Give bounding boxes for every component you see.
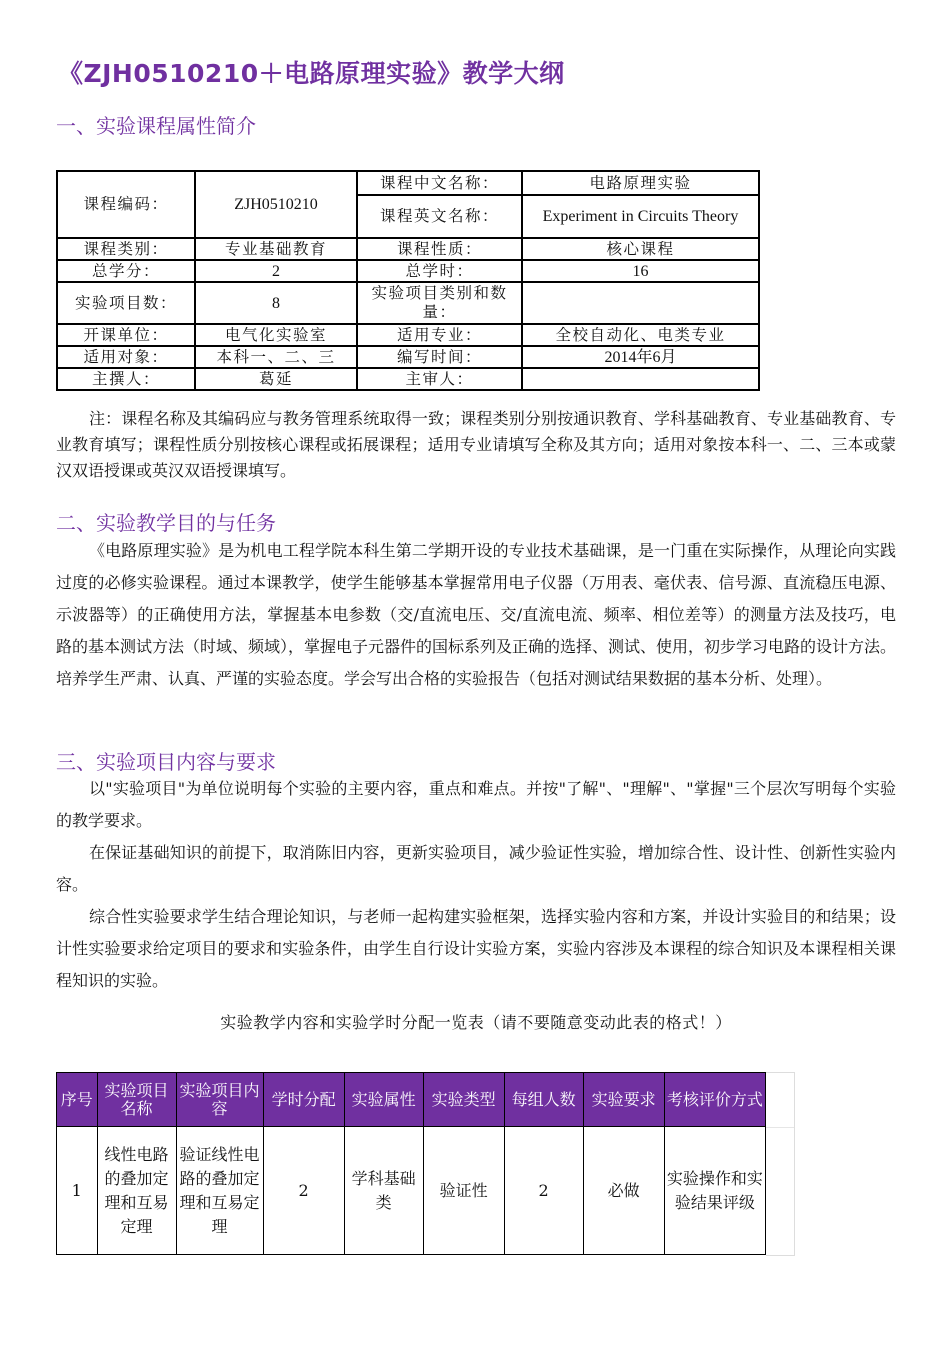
cell-hours: 2 bbox=[263, 1127, 344, 1255]
header-group-size: 每组人数 bbox=[504, 1073, 583, 1127]
date-value: 2014年6月 bbox=[522, 346, 759, 368]
table-row bbox=[57, 1127, 766, 1255]
project-count-value: 8 bbox=[195, 282, 357, 324]
major-value: 全校自动化、电类专业 bbox=[522, 324, 759, 346]
header-project-content: 实验项目内容 bbox=[176, 1073, 263, 1127]
category-label: 课程类别： bbox=[57, 238, 195, 260]
author-label: 主撰人： bbox=[57, 368, 195, 390]
credits-value: 2 bbox=[195, 260, 357, 282]
header-project-name: 实验项目名称 bbox=[97, 1073, 176, 1127]
section-heading-purpose: 二、实验教学目的与任务 bbox=[56, 511, 276, 535]
category-value: 专业基础教育 bbox=[195, 238, 357, 260]
course-code-value: ZJH0510210 bbox=[195, 171, 357, 238]
project-type-label: 实验项目类别和数量： bbox=[357, 282, 522, 324]
author-value: 葛延 bbox=[195, 368, 357, 390]
course-info-table bbox=[56, 170, 760, 391]
table-ghost-column bbox=[766, 1072, 795, 1256]
header-assessment: 考核评价方式 bbox=[664, 1073, 765, 1127]
en-name-value: Experiment in Circuits Theory bbox=[522, 195, 759, 238]
cell-serial: 1 bbox=[57, 1127, 98, 1255]
cell-type: 验证性 bbox=[423, 1127, 504, 1255]
table-note: 注：课程名称及其编码应与教务管理系统取得一致；课程类别分别按通识教育、学科基础教育、专业基础教育、专业教育填写；课程性质分别按核心课程或拓展课程；适用专业请填写全称及其方向；适用对象按本科一、二、三本或蒙汉双语授课或英汉双语授课填写。 bbox=[56, 409, 896, 480]
cell-assessment: 实验操作和实验结果评级 bbox=[664, 1127, 765, 1255]
nature-label: 课程性质： bbox=[357, 238, 522, 260]
cell-requirement: 必做 bbox=[583, 1127, 664, 1255]
en-name-label: 课程英文名称： bbox=[357, 195, 522, 238]
document-title: 《ZJH0510210＋电路原理实验》教学大纲 bbox=[58, 59, 565, 88]
project-count-label: 实验项目数： bbox=[57, 282, 195, 324]
table-caption: 实验教学内容和实验学时分配一览表（请不要随意变动此表的格式！） bbox=[220, 1013, 732, 1032]
course-code-label: 课程编码： bbox=[57, 171, 195, 238]
header-hours: 学时分配 bbox=[263, 1073, 344, 1127]
cell-group-size: 2 bbox=[504, 1127, 583, 1255]
credits-label: 总学分： bbox=[57, 260, 195, 282]
cn-name-label: 课程中文名称： bbox=[357, 171, 522, 195]
nature-value: 核心课程 bbox=[522, 238, 759, 260]
reviewer-value bbox=[522, 368, 759, 390]
reviewer-label: 主审人： bbox=[357, 368, 522, 390]
cell-project-name: 线性电路的叠加定理和互易定理 bbox=[97, 1127, 176, 1255]
hours-value: 16 bbox=[522, 260, 759, 282]
target-value: 本科一、二、三 bbox=[195, 346, 357, 368]
unit-label: 开课单位： bbox=[57, 324, 195, 346]
project-type-value bbox=[522, 282, 759, 324]
project-allocation-table bbox=[56, 1072, 766, 1255]
requirements-paragraph-2: 在保证基础知识的前提下，取消陈旧内容，更新实验项目，减少验证性实验，增加综合性、设计性、创新性实验内容。 bbox=[56, 843, 896, 894]
cell-attribute: 学科基础类 bbox=[344, 1127, 423, 1255]
header-attribute: 实验属性 bbox=[344, 1073, 423, 1127]
purpose-paragraph: 《电路原理实验》是为机电工程学院本科生第二学期开设的专业技术基础课，是一门重在实际操作，从理论向实践过度的必修实验课程。通过本课教学，使学生能够基本掌握常用电子仪器（万用表、毫伏表、信号源、直流稳压电源、示波器等）的正确使用方法，掌握基本电参数（交/直流电压、交/直流电流、频率、相位差等）的测量方法及技巧，电路的基本测试方法（时域、频域），掌握电子元器件的国标系列及正确的选择、测试、使用，初步学习电路的设计方法。培养学生严肃、认真、严谨的实验态度。学会写出合格的实验报告（包括对测试结果数据的基本分析、处理）。 bbox=[56, 541, 897, 688]
major-label: 适用专业： bbox=[357, 324, 522, 346]
section-heading-course-attributes: 一、实验课程属性简介 bbox=[56, 114, 256, 138]
hours-label: 总学时： bbox=[357, 260, 522, 282]
header-serial: 序号 bbox=[57, 1073, 98, 1127]
cell-project-content: 验证线性电路的叠加定理和互易定理 bbox=[176, 1127, 263, 1255]
date-label: 编写时间： bbox=[357, 346, 522, 368]
header-type: 实验类型 bbox=[423, 1073, 504, 1127]
section-heading-requirements: 三、实验项目内容与要求 bbox=[56, 750, 276, 774]
target-label: 适用对象： bbox=[57, 346, 195, 368]
requirements-paragraph-1: 以"实验项目"为单位说明每个实验的主要内容，重点和难点。并按"了解"、"理解"、"掌握"三个层次写明每个实验的教学要求。 bbox=[56, 779, 896, 830]
header-requirement: 实验要求 bbox=[583, 1073, 664, 1127]
cn-name-value: 电路原理实验 bbox=[522, 171, 759, 195]
unit-value: 电气化实验室 bbox=[195, 324, 357, 346]
requirements-paragraph-3: 综合性实验要求学生结合理论知识，与老师一起构建实验框架，选择实验内容和方案，并设计实验目的和结果；设计性实验要求给定项目的要求和实验条件，由学生自行设计实验方案，实验内容涉及本课程的综合知识及本课程相关课程知识的实验。 bbox=[56, 907, 896, 990]
